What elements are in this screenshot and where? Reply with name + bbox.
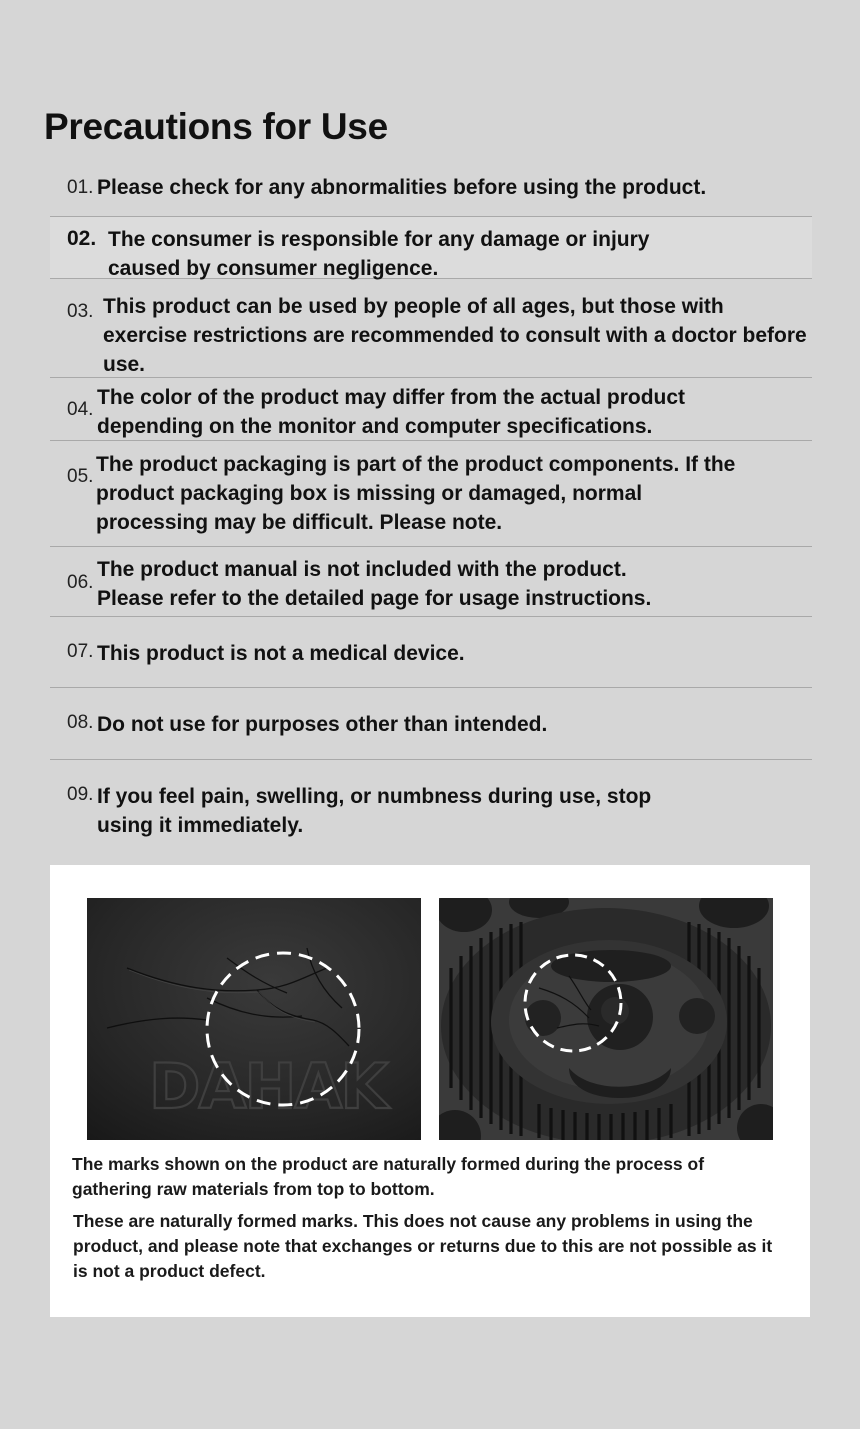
item-text: The product packaging is part of the product components. If the product packaging box is missing or damaged, normal processing may be difficult. Please note. xyxy=(96,453,736,534)
precautions-list xyxy=(50,163,812,850)
precaution-item-05 xyxy=(50,441,812,547)
precaution-item-09 xyxy=(50,760,812,850)
precaution-item-02 xyxy=(50,217,812,279)
product-closeup-photo-right xyxy=(439,898,773,1140)
notice-text-policy: These are naturally formed marks. This does not cause any problems in using the product, and please note that exchanges or returns due to this are not possible as it is not a product defect. xyxy=(73,1211,773,1281)
item-text: The consumer is responsible for any damage or injury caused by consumer negligence. xyxy=(108,228,650,280)
item-text: The color of the product may differ from the actual product depending on the monitor and computer specifications. xyxy=(97,386,686,438)
item-number: 03. xyxy=(67,301,94,322)
item-text: Do not use for purposes other than intended. xyxy=(97,713,548,736)
precaution-item-04 xyxy=(50,378,812,441)
notice-text-origin: The marks shown on the product are naturally formed during the process of gathering raw materials from top to bottom. xyxy=(72,1154,705,1199)
precaution-item-08 xyxy=(50,688,812,760)
item-number: 06. xyxy=(67,572,94,593)
natural-marks-notice xyxy=(50,865,810,1317)
precaution-item-06 xyxy=(50,547,812,617)
item-number: 05. xyxy=(67,466,94,487)
precaution-item-03 xyxy=(50,279,812,378)
embossed-logo: DAHAK xyxy=(149,1050,387,1123)
product-closeup-photo-left xyxy=(87,898,421,1140)
page-title: Precautions for Use xyxy=(44,106,388,147)
item-text: This product can be used by people of all ages, but those with exercise restrictions are recommended to consult with a doctor before use. xyxy=(103,295,807,376)
item-number: 07. xyxy=(67,641,94,662)
item-number: 04. xyxy=(67,399,94,420)
item-text: The product manual is not included with the product. Please refer to the detailed page for usage instructions. xyxy=(97,558,652,610)
item-text: If you feel pain, swelling, or numbness during use, stop using it immediately. xyxy=(97,785,652,837)
item-number: 01. xyxy=(67,177,94,198)
item-number: 02. xyxy=(67,227,97,250)
precaution-item-01 xyxy=(50,163,812,217)
item-number: 08. xyxy=(67,712,94,733)
item-text: Please check for any abnormalities before using the product. xyxy=(97,176,707,199)
item-text: This product is not a medical device. xyxy=(97,642,465,665)
item-number: 09. xyxy=(67,784,94,805)
precaution-item-07 xyxy=(50,617,812,688)
